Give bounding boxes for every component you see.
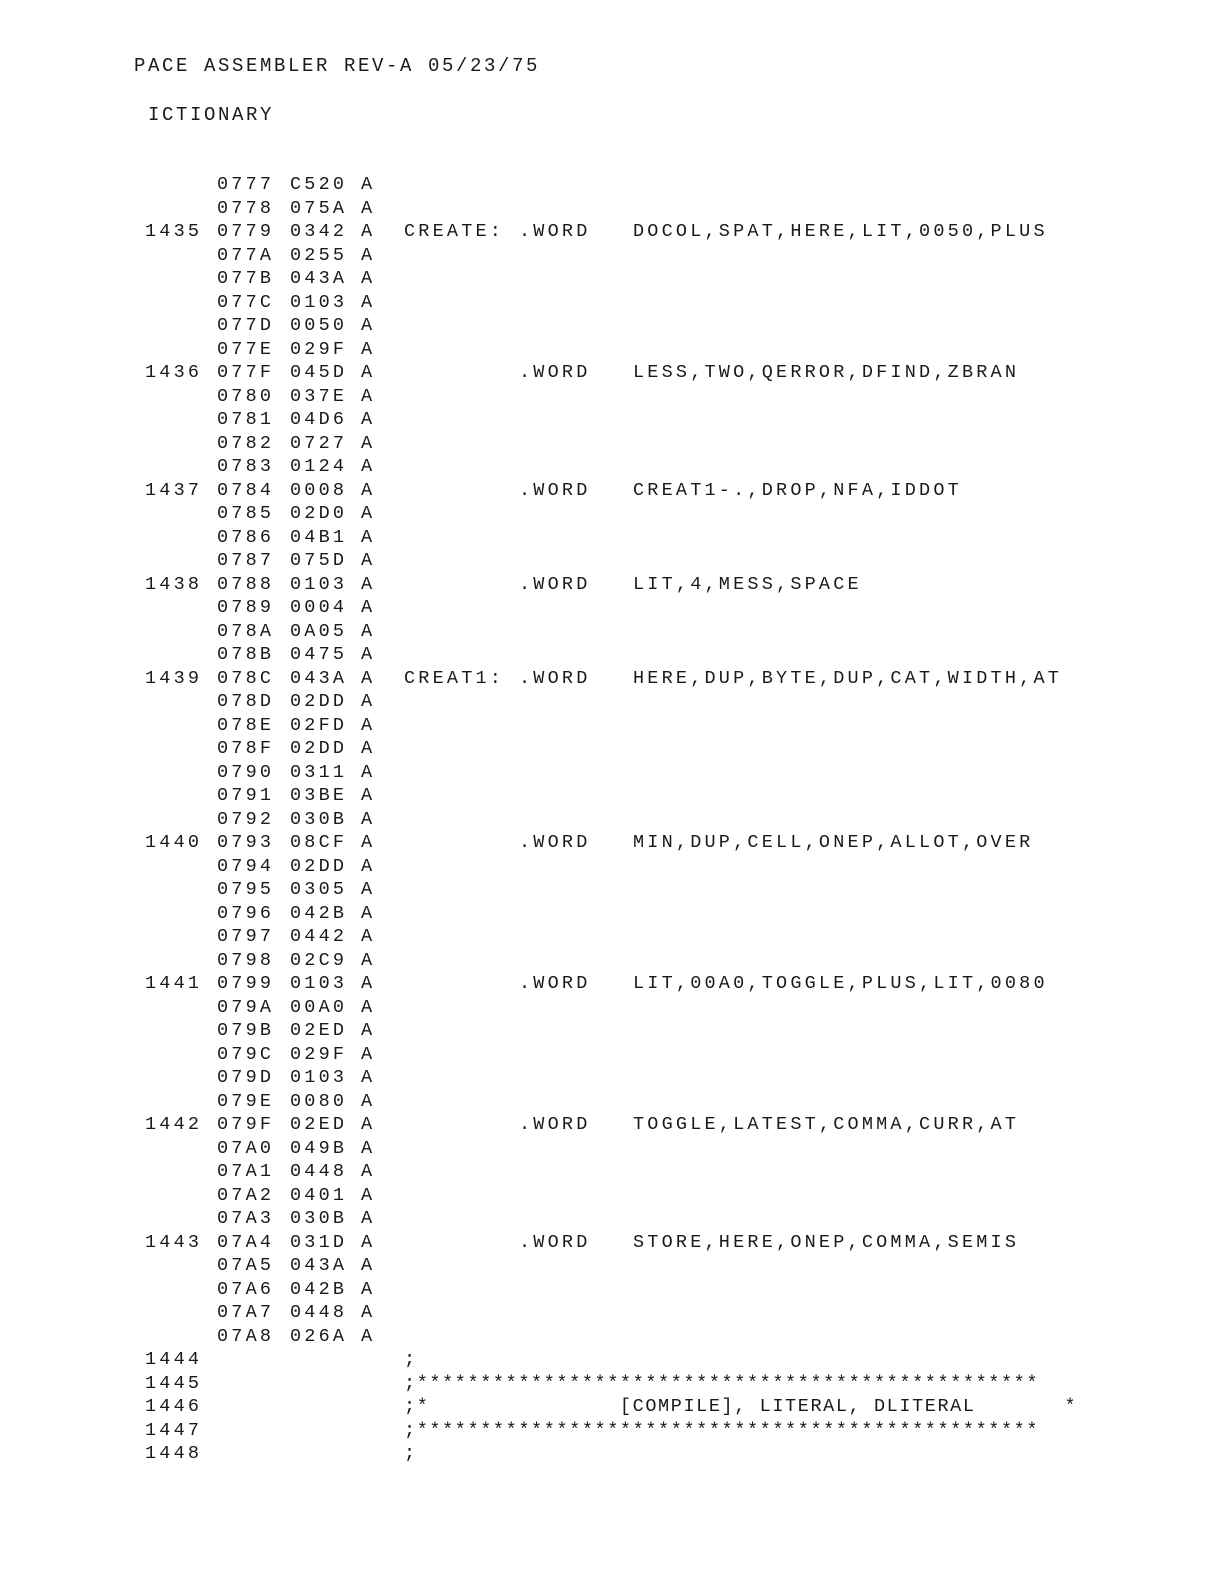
listing-row xyxy=(0,174,1224,196)
listing-code: 042B xyxy=(290,1278,348,1300)
listing-line: 1445 xyxy=(145,1372,203,1394)
listing-code: 043A xyxy=(290,1255,348,1276)
listing-code: 049B xyxy=(290,1137,348,1159)
listing-code: 037E xyxy=(290,385,348,407)
listing-code: 0448 xyxy=(290,1302,348,1323)
listing-flag: A xyxy=(361,1208,376,1229)
listing-row xyxy=(0,1208,1224,1230)
listing-addr: 0780 xyxy=(217,385,275,407)
listing-addr: 07A0 xyxy=(217,1137,275,1159)
listing-flag: A xyxy=(361,1231,376,1253)
listing-addr: 077B xyxy=(217,268,275,289)
listing-row xyxy=(0,386,1224,408)
listing-row xyxy=(0,550,1224,572)
listing-flag: A xyxy=(361,409,376,430)
listing-code: 02DD xyxy=(290,691,348,712)
listing-row xyxy=(0,597,1224,619)
listing-flag: A xyxy=(361,691,376,712)
listing-label: CREAT1: xyxy=(404,667,505,689)
listing-addr: 0795 xyxy=(217,879,275,900)
listing-row xyxy=(0,762,1224,784)
listing-row xyxy=(0,1373,1224,1395)
listing-code: 02FD xyxy=(290,714,348,736)
listing-flag: A xyxy=(361,1184,376,1206)
listing-addr: 079B xyxy=(217,1020,275,1041)
listing-row xyxy=(0,1420,1224,1442)
listing-flag: A xyxy=(361,973,376,994)
listing-flag: A xyxy=(361,268,376,289)
listing-code: 0008 xyxy=(290,479,348,501)
listing-addr: 0788 xyxy=(217,573,275,595)
listing-code: 0004 xyxy=(290,597,348,618)
listing-row xyxy=(0,245,1224,267)
listing-row xyxy=(0,668,1224,690)
listing-op: .WORD xyxy=(519,362,591,383)
listing-row xyxy=(0,1044,1224,1066)
listing-code: 042B xyxy=(290,902,348,924)
listing-addr: 07A7 xyxy=(217,1302,275,1323)
listing-row xyxy=(0,503,1224,525)
listing-code: 031D xyxy=(290,1231,348,1253)
listing-row xyxy=(0,1326,1224,1348)
listing-line: 1438 xyxy=(145,573,203,595)
listing-flag: A xyxy=(361,926,376,947)
listing-addr: 07A1 xyxy=(217,1161,275,1182)
listing-flag: A xyxy=(361,620,376,642)
listing-code: 02ED xyxy=(290,1114,348,1135)
listing-row xyxy=(0,903,1224,925)
listing-flag: A xyxy=(361,503,376,524)
listing-row xyxy=(0,1185,1224,1207)
listing-code: 03BE xyxy=(290,785,348,806)
listing-addr: 0787 xyxy=(217,550,275,571)
listing-flag: A xyxy=(361,761,376,783)
listing-code: 030B xyxy=(290,808,348,830)
listing-code: 0124 xyxy=(290,456,348,477)
listing-addr: 0799 xyxy=(217,973,275,994)
listing-addr: 077C xyxy=(217,291,275,313)
listing-code: 026A xyxy=(290,1325,348,1347)
listing-flag: A xyxy=(361,221,376,242)
listing-row xyxy=(0,1255,1224,1277)
listing-row xyxy=(0,997,1224,1019)
listing-addr: 0781 xyxy=(217,409,275,430)
listing-line: 1444 xyxy=(145,1349,203,1370)
listing-row xyxy=(0,339,1224,361)
listing-flag: A xyxy=(361,1325,376,1347)
listing-args: CREAT1-.,DROP,NFA,IDDOT xyxy=(633,479,962,501)
listing-row xyxy=(0,1020,1224,1042)
listing-code: 0442 xyxy=(290,926,348,947)
listing-row xyxy=(0,198,1224,220)
page-title: PACE ASSEMBLER REV-A 05/23/75 xyxy=(134,55,541,77)
listing-op: .WORD xyxy=(519,573,591,595)
listing-args: DOCOL,SPAT,HERE,LIT,0050,PLUS xyxy=(633,221,1048,242)
listing-row xyxy=(0,785,1224,807)
listing-flag: A xyxy=(361,832,376,853)
listing-line: 1448 xyxy=(145,1443,203,1464)
listing-flag: A xyxy=(361,197,376,219)
listing-line: 1436 xyxy=(145,362,203,383)
listing-code: 02DD xyxy=(290,738,348,759)
listing-op: .WORD xyxy=(519,973,591,994)
listing-line: 1447 xyxy=(145,1419,203,1441)
listing-line: 1443 xyxy=(145,1231,203,1253)
listing-flag: A xyxy=(361,385,376,407)
listing-line: 1437 xyxy=(145,479,203,501)
listing-row xyxy=(0,433,1224,455)
listing-code: 0305 xyxy=(290,879,348,900)
listing-flag: A xyxy=(361,526,376,548)
listing-row xyxy=(0,1138,1224,1160)
listing-comment: ; xyxy=(404,1443,417,1464)
listing-row xyxy=(0,1067,1224,1089)
listing-row xyxy=(0,738,1224,760)
listing-flag: A xyxy=(361,1090,376,1112)
listing-args: TOGGLE,LATEST,COMMA,CURR,AT xyxy=(633,1114,1020,1135)
listing-addr: 0789 xyxy=(217,597,275,618)
listing-args: MIN,DUP,CELL,ONEP,ALLOT,OVER xyxy=(633,832,1034,853)
listing-flag: A xyxy=(361,667,376,689)
listing-row xyxy=(0,1232,1224,1254)
listing-addr: 0784 xyxy=(217,479,275,501)
listing-row xyxy=(0,809,1224,831)
listing-addr: 07A6 xyxy=(217,1278,275,1300)
listing-flag: A xyxy=(361,1067,376,1088)
listing-row xyxy=(0,644,1224,666)
listing-addr: 079D xyxy=(217,1067,275,1088)
listing-code: 0050 xyxy=(290,315,348,336)
listing-row xyxy=(0,1279,1224,1301)
listing-row xyxy=(0,926,1224,948)
listing-line: 1440 xyxy=(145,832,203,853)
listing-line: 1435 xyxy=(145,221,203,242)
listing-addr: 079C xyxy=(217,1043,275,1065)
listing-addr: 0777 xyxy=(217,174,275,195)
listing-code: 02D0 xyxy=(290,503,348,524)
listing-code: 029F xyxy=(290,338,348,360)
listing-flag: A xyxy=(361,362,376,383)
listing-code: 0475 xyxy=(290,644,348,665)
listing-row xyxy=(0,480,1224,502)
listing-flag: A xyxy=(361,949,376,971)
listing-code: 043A xyxy=(290,667,348,689)
listing-flag: A xyxy=(361,1302,376,1323)
listing-flag: A xyxy=(361,1137,376,1159)
listing-comment: ;* [COMPILE], LITERAL, DLITERAL * xyxy=(404,1396,1078,1417)
listing-code: 043A xyxy=(290,268,348,289)
listing-row xyxy=(0,527,1224,549)
listing-code: 0448 xyxy=(290,1161,348,1182)
listing-row xyxy=(0,362,1224,384)
listing-op: .WORD xyxy=(519,1114,591,1135)
listing-row xyxy=(0,879,1224,901)
listing-code: C520 xyxy=(290,174,348,195)
listing-code: 08CF xyxy=(290,832,348,853)
listing-flag: A xyxy=(361,573,376,595)
listing-code: 0103 xyxy=(290,973,348,994)
listing-addr: 0792 xyxy=(217,808,275,830)
listing-flag: A xyxy=(361,597,376,618)
listing-args: HERE,DUP,BYTE,DUP,CAT,WIDTH,AT xyxy=(633,667,1063,689)
listing-row xyxy=(0,1114,1224,1136)
listing-code: 0080 xyxy=(290,1090,348,1112)
listing-code: 0342 xyxy=(290,221,348,242)
listing-row xyxy=(0,1349,1224,1371)
listing-row xyxy=(0,1396,1224,1418)
listing-op: .WORD xyxy=(519,667,591,689)
listing-line: 1442 xyxy=(145,1114,203,1135)
listing-addr: 078F xyxy=(217,738,275,759)
listing-addr: 079F xyxy=(217,1114,275,1135)
listing-addr: 0779 xyxy=(217,221,275,242)
listing-addr: 0791 xyxy=(217,785,275,806)
listing-row xyxy=(0,456,1224,478)
listing-flag: A xyxy=(361,174,376,195)
listing-row xyxy=(0,292,1224,314)
listing-addr: 0782 xyxy=(217,432,275,454)
listing-addr: 078C xyxy=(217,667,275,689)
listing-op: .WORD xyxy=(519,479,591,501)
listing-row xyxy=(0,574,1224,596)
listing-addr: 077E xyxy=(217,338,275,360)
listing-flag: A xyxy=(361,432,376,454)
listing-flag: A xyxy=(361,902,376,924)
listing-code: 02DD xyxy=(290,855,348,877)
listing-flag: A xyxy=(361,479,376,501)
listing-addr: 079E xyxy=(217,1090,275,1112)
listing-flag: A xyxy=(361,1043,376,1065)
listing-row xyxy=(0,973,1224,995)
listing-args: LIT,00A0,TOGGLE,PLUS,LIT,0080 xyxy=(633,973,1048,994)
listing-row xyxy=(0,950,1224,972)
listing-comment: ;************************************************* xyxy=(404,1419,1040,1441)
listing-flag: A xyxy=(361,808,376,830)
listing-row xyxy=(0,1302,1224,1324)
listing-comment: ; xyxy=(404,1349,417,1370)
listing-flag: A xyxy=(361,785,376,806)
listing-flag: A xyxy=(361,1161,376,1182)
listing-addr: 07A4 xyxy=(217,1231,275,1253)
listing-addr: 077F xyxy=(217,362,275,383)
listing-addr: 0783 xyxy=(217,456,275,477)
listing-flag: A xyxy=(361,1114,376,1135)
listing-flag: A xyxy=(361,291,376,313)
listing-args: LIT,4,MESS,SPACE xyxy=(633,573,862,595)
listing-code: 0103 xyxy=(290,573,348,595)
listing-row xyxy=(0,1443,1224,1465)
listing-code: 030B xyxy=(290,1208,348,1229)
listing-code: 0401 xyxy=(290,1184,348,1206)
listing-addr: 07A8 xyxy=(217,1325,275,1347)
listing-addr: 07A5 xyxy=(217,1255,275,1276)
listing-flag: A xyxy=(361,644,376,665)
listing-addr: 07A2 xyxy=(217,1184,275,1206)
listing-code: 04D6 xyxy=(290,409,348,430)
listing-row xyxy=(0,621,1224,643)
listing-addr: 078E xyxy=(217,714,275,736)
listing-line: 1446 xyxy=(145,1396,203,1417)
listing-addr: 0786 xyxy=(217,526,275,548)
listing-flag: A xyxy=(361,996,376,1018)
listing-code: 0727 xyxy=(290,432,348,454)
listing-row xyxy=(0,1091,1224,1113)
listing-addr: 077D xyxy=(217,315,275,336)
listing-code: 0311 xyxy=(290,761,348,783)
listing-code: 02ED xyxy=(290,1020,348,1041)
listing-code: 0A05 xyxy=(290,620,348,642)
listing-flag: A xyxy=(361,456,376,477)
listing-addr: 0797 xyxy=(217,926,275,947)
listing-code: 0103 xyxy=(290,291,348,313)
listing-code: 075D xyxy=(290,550,348,571)
listing-row xyxy=(0,856,1224,878)
listing-flag: A xyxy=(361,738,376,759)
listing-addr: 0796 xyxy=(217,902,275,924)
listing-flag: A xyxy=(361,550,376,571)
listing-row xyxy=(0,268,1224,290)
listing-addr: 078D xyxy=(217,691,275,712)
listing-code: 075A xyxy=(290,197,348,219)
listing-addr: 0794 xyxy=(217,855,275,877)
listing-row xyxy=(0,1161,1224,1183)
listing-row xyxy=(0,221,1224,243)
listing-flag: A xyxy=(361,1255,376,1276)
listing-args: LESS,TWO,QERROR,DFIND,ZBRAN xyxy=(633,362,1020,383)
listing-code: 04B1 xyxy=(290,526,348,548)
listing-code: 00A0 xyxy=(290,996,348,1018)
listing-addr: 07A3 xyxy=(217,1208,275,1229)
listing-addr: 0790 xyxy=(217,761,275,783)
listing-code: 0103 xyxy=(290,1067,348,1088)
listing-code: 02C9 xyxy=(290,949,348,971)
listing-code: 0255 xyxy=(290,244,348,266)
listing-addr: 078B xyxy=(217,644,275,665)
listing-code: 029F xyxy=(290,1043,348,1065)
listing-addr: 0798 xyxy=(217,949,275,971)
listing-line: 1441 xyxy=(145,973,203,994)
listing-addr: 079A xyxy=(217,996,275,1018)
listing-label: CREATE: xyxy=(404,221,505,242)
listing-row xyxy=(0,315,1224,337)
listing-code: 045D xyxy=(290,362,348,383)
listing-row xyxy=(0,715,1224,737)
listing-addr: 077A xyxy=(217,244,275,266)
listing-row xyxy=(0,409,1224,431)
listing-flag: A xyxy=(361,1278,376,1300)
listing-row xyxy=(0,832,1224,854)
listing-flag: A xyxy=(361,714,376,736)
listing-op: .WORD xyxy=(519,832,591,853)
section-heading: ICTIONARY xyxy=(148,104,275,126)
listing-addr: 0778 xyxy=(217,197,275,219)
listing-flag: A xyxy=(361,855,376,877)
listing-args: STORE,HERE,ONEP,COMMA,SEMIS xyxy=(633,1231,1020,1253)
listing-comment: ;************************************************* xyxy=(404,1372,1040,1394)
listing-flag: A xyxy=(361,338,376,360)
listing-row xyxy=(0,691,1224,713)
listing-addr: 078A xyxy=(217,620,275,642)
listing-flag: A xyxy=(361,315,376,336)
listing-addr: 0785 xyxy=(217,503,275,524)
listing-op: .WORD xyxy=(519,221,591,242)
listing-flag: A xyxy=(361,1020,376,1041)
listing-addr: 0793 xyxy=(217,832,275,853)
listing-flag: A xyxy=(361,879,376,900)
listing-line: 1439 xyxy=(145,667,203,689)
listing-op: .WORD xyxy=(519,1231,591,1253)
listing-flag: A xyxy=(361,244,376,266)
